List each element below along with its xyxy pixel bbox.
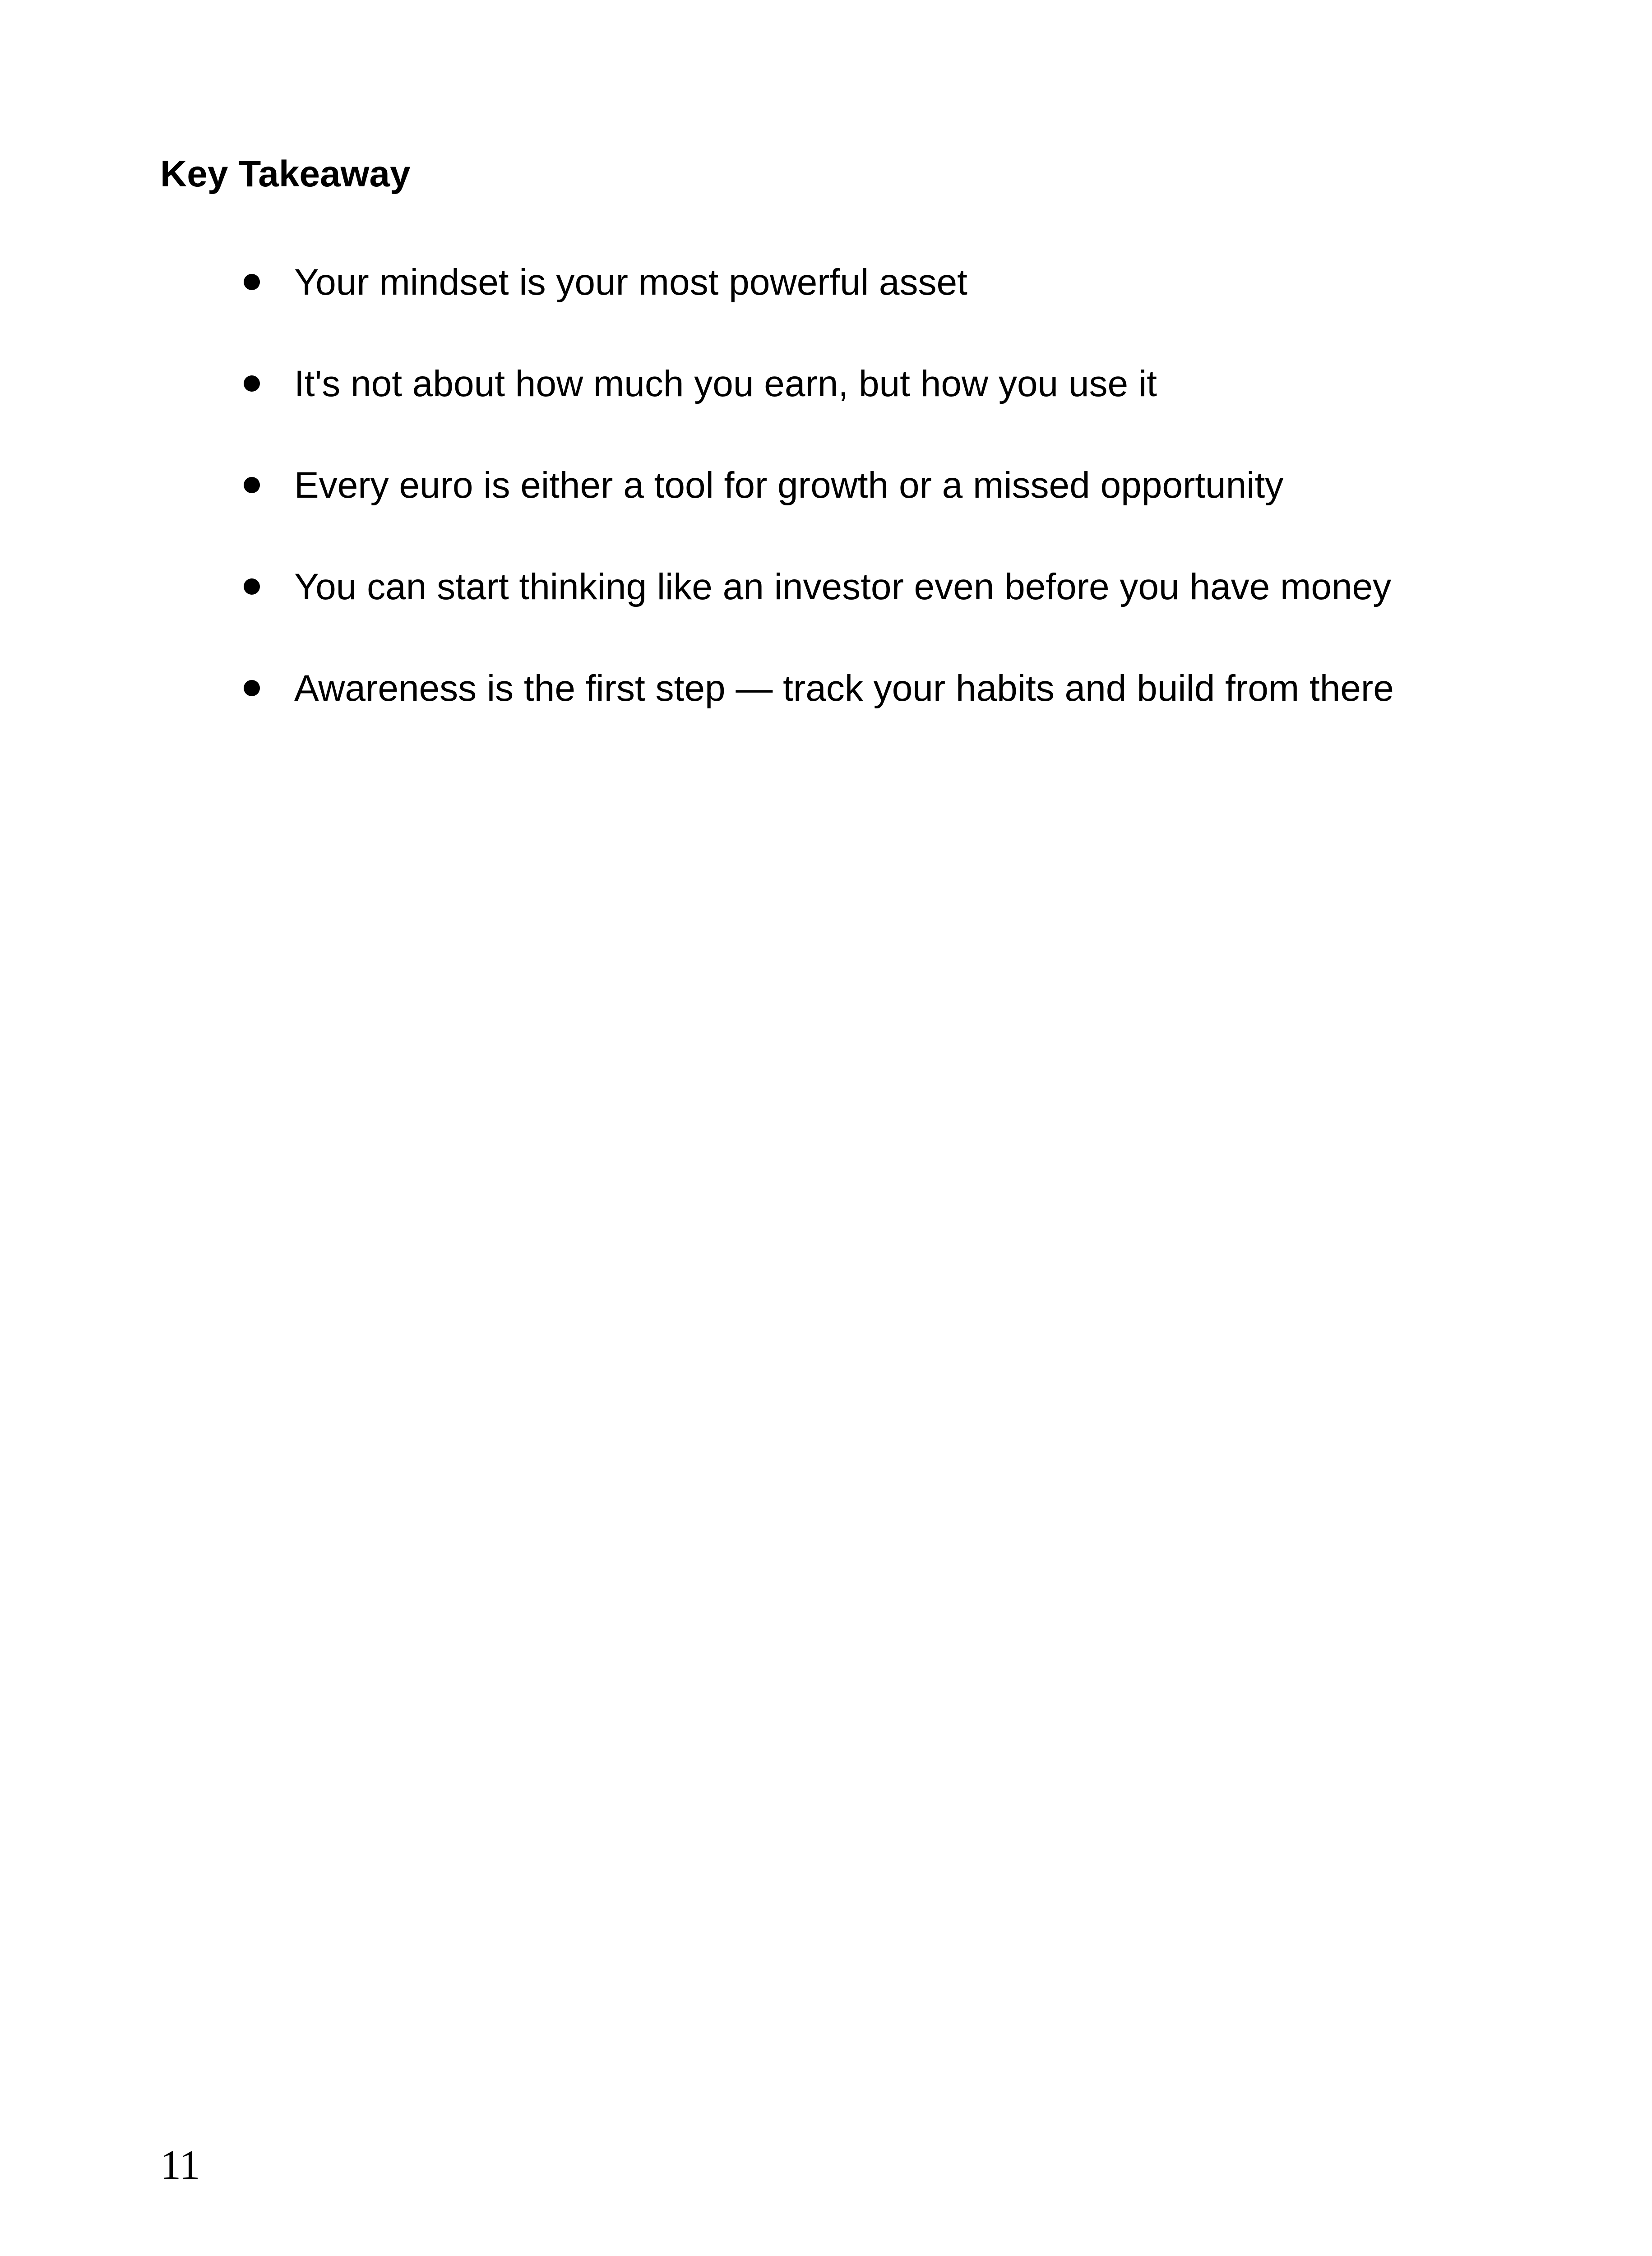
list-item-text: It's not about how much you earn, but how you use it — [294, 363, 1157, 404]
bullet-icon — [244, 477, 260, 493]
page-number: 11 — [160, 2142, 200, 2188]
list-item — [239, 264, 1593, 365]
list-item — [239, 566, 1593, 670]
list-item — [239, 365, 1593, 467]
list-item-text: You can start thinking like an investor even before you have money — [294, 566, 1392, 607]
list-item — [239, 467, 1593, 569]
list-item-text: Your mindset is your most powerful asset — [294, 262, 967, 303]
key-takeaway-list — [239, 264, 1593, 772]
bullet-icon — [244, 578, 260, 595]
list-item — [239, 670, 1593, 772]
bullet-icon — [244, 375, 260, 392]
list-item-text: Every euro is either a tool for growth or a missed opportunity — [294, 465, 1284, 506]
list-item-text: Awareness is the first step — track your habits and build from there — [294, 668, 1394, 709]
bullet-icon — [244, 680, 260, 696]
section-heading: Key Takeaway — [160, 153, 411, 194]
bullet-icon — [244, 274, 260, 290]
